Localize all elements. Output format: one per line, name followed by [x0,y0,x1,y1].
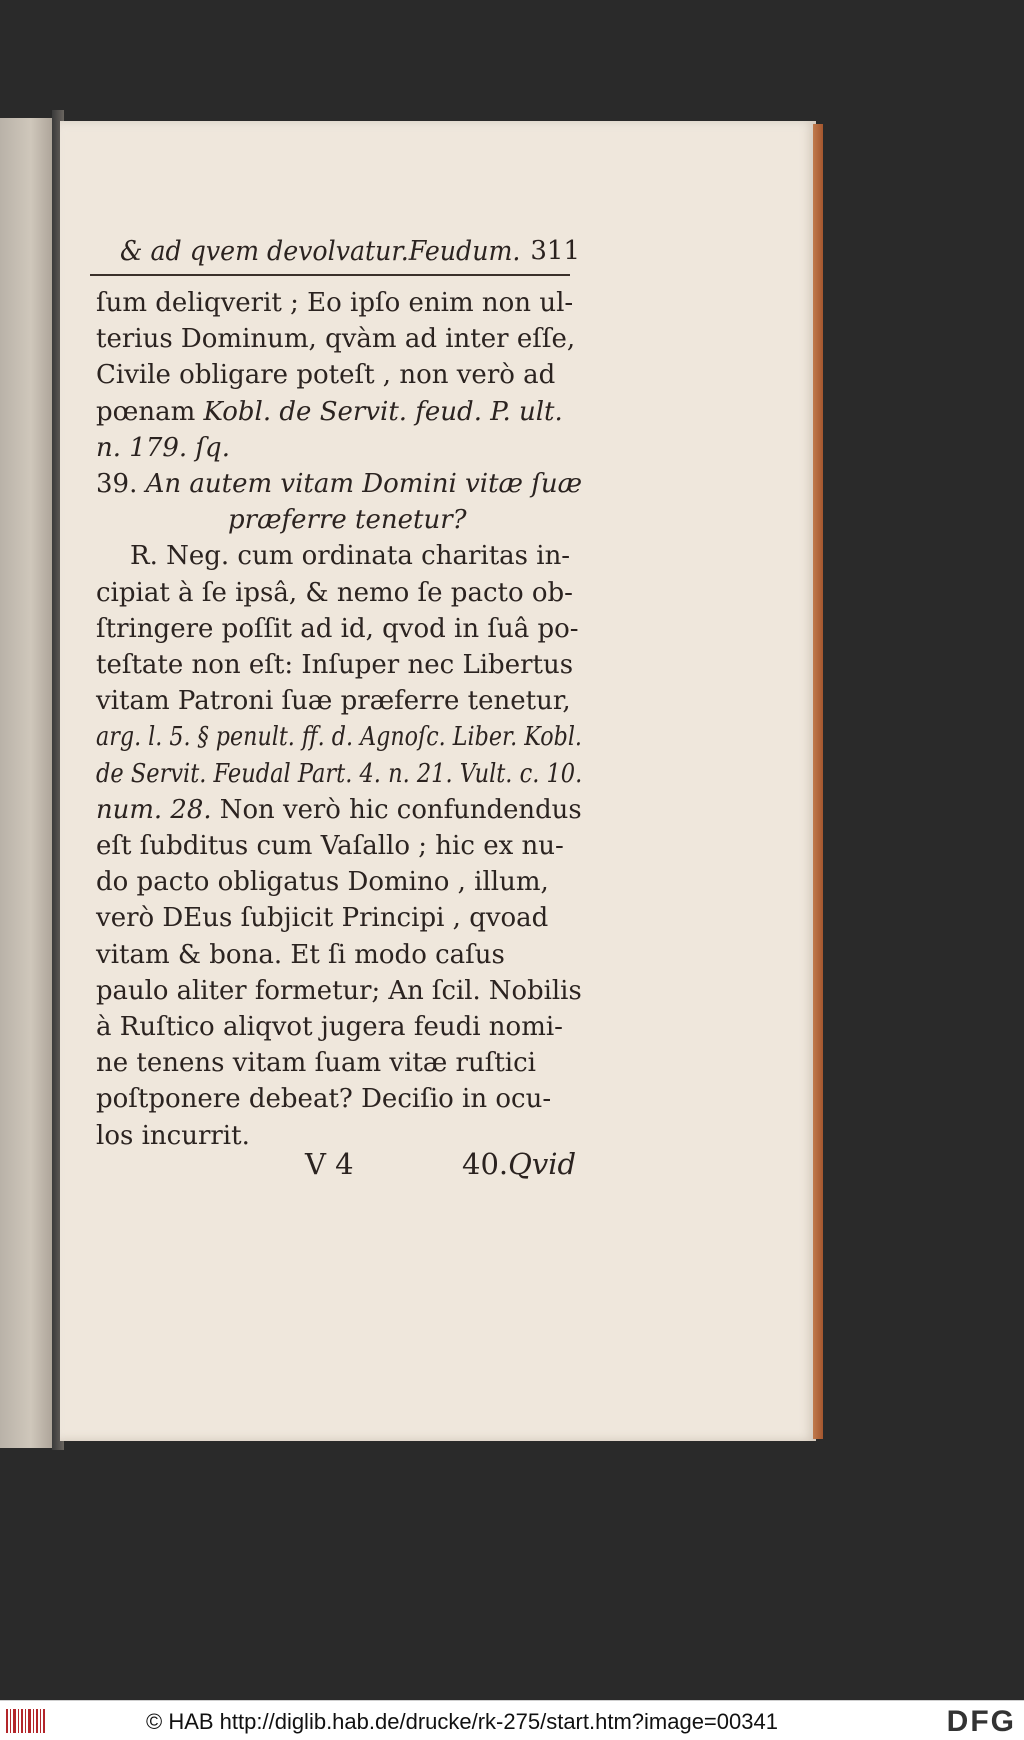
text-line-segment: ne tenens vitam ſuam vitæ ruſtici [96,1048,536,1079]
text-line [96,360,555,390]
text-line-segment: à Ruſtico aliqvot jugera feudi nomi- [96,1012,563,1042]
text-line [96,469,582,499]
text-line [96,976,582,1006]
text-line-segment: n. 179. ſq. [96,432,230,463]
page-edge [813,124,823,1439]
text-line [96,1121,250,1151]
text-line [96,324,575,354]
text-line-segment: poſtponere debeat? Deciſio in ocu- [96,1084,552,1115]
text-line-segment: los incurrit. [96,1120,250,1151]
text-line [96,686,571,716]
text-line [96,940,505,970]
signature-mark: V 4 [305,1147,354,1181]
text-line-segment: ſtringere poſſit ad id, qvod in ſuâ po- [96,613,579,644]
text-line [96,397,563,427]
text-line-segment: præferre tenetur? [228,505,467,536]
text-line [96,650,573,680]
text-line [96,1012,563,1042]
footer-bar [0,1700,1024,1740]
dfg-logo: DFG [946,1705,1016,1738]
text-line-segment: Civile obligare poteſt , non verò ad [96,360,556,391]
text-line-segment: eſt ſubditus cum Vaſallo ; hic ex nu- [96,831,564,861]
text-line-segment: cipiat à ſe ipsâ, & nemo ſe pacto ob- [96,577,573,608]
text-line [96,867,549,897]
text-line [96,614,579,644]
text-line [96,433,230,463]
text-line-segment: paulo aliter formetur; An ſcil. Nobilis [96,975,582,1006]
text-line-italic-segment: Kobl. de Servit. feud. P. ult. [203,396,563,427]
text-line [96,722,582,752]
text-line [96,578,573,608]
text-line-segment: vitam & bona. Et ſi modo caſus [96,939,505,970]
head-rule [90,274,570,276]
running-title: & ad qvem devolvatur.Feudum. [120,236,521,267]
text-line-segment: vitam Patroni ſuæ præferre tenetur, [96,686,571,717]
catchword [462,1147,576,1181]
catchword-number: 40. [462,1147,509,1181]
text-line-roman-segment: Non verò hic confundendus [219,794,582,825]
text-line [96,903,548,933]
text-line [96,1084,551,1114]
text-line-segment: pœnam [96,396,204,427]
running-head [120,236,580,272]
text-line-segment: teſtate non eſt: Inſuper nec Libertus [96,650,574,680]
text-line [96,795,582,825]
text-line-segment: arg. l. 5. § penult. ff. d. Agnoſc. Liber. Kobl. [96,722,582,753]
text-line-italic-segment: An autem vitam Domini vitæ ſuæ [145,469,583,499]
catchword-word: Qvid [508,1147,577,1181]
text-line-segment: do pacto obligatus Domino , illum, [96,867,549,898]
page-number: 311 [530,236,580,266]
text-line-segment: terius Dominum, qvàm ad inter eſſe, [96,324,576,355]
text-line [96,288,573,318]
barcode-icon [6,1709,46,1733]
text-line-segment: 39. [96,469,146,499]
text-line-segment: num. 28. [96,794,220,825]
text-line [96,759,582,789]
copyright-url[interactable]: © HAB http://diglib.hab.de/drucke/rk-275/start.htm?image=00341 [146,1709,778,1734]
text-line-segment: verò DEus ſubjicit Principi , qvoad [96,903,549,934]
text-line-segment: de Servit. Feudal Part. 4. n. 21. Vult. c. 10. [96,758,583,789]
text-line-segment: R. Neg. cum ordinata charitas in- [130,541,571,572]
adjacent-page-strip [0,118,56,1448]
text-line [228,505,467,535]
text-line [96,831,564,861]
text-line-segment: ſum deliqverit ; Eo ipſo enim non ul- [96,288,574,318]
text-line [130,541,570,571]
text-line [96,1048,536,1078]
